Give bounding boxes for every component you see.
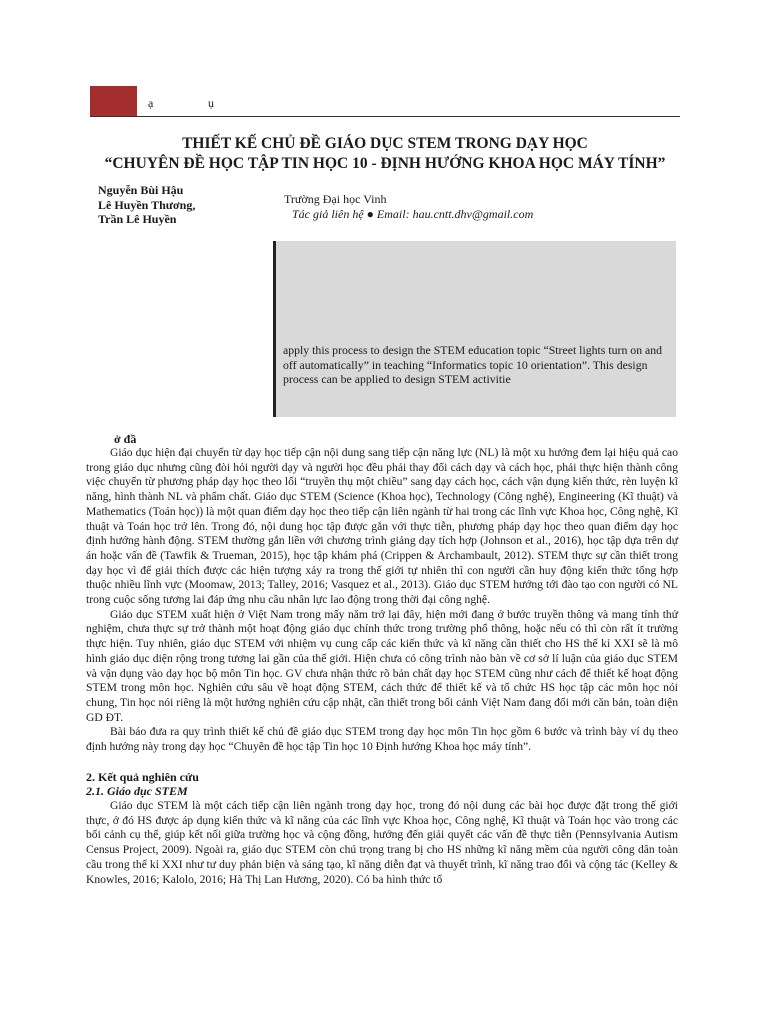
running-header: [90, 86, 680, 117]
paragraph: Bài báo đưa ra quy trình thiết kế chủ đề giáo dục STEM trong dạy học môn Tin học gồm 6 bước và trình bày ví dụ theo định hướng này trong dạy học “Chuyên đề học tập Tin học 10 Định hướng Khoa học máy tính”.: [86, 725, 678, 754]
title-line-1: THIẾT KẾ CHỦ ĐỀ GIÁO DỤC STEM TRONG DẠY HỌC: [182, 135, 588, 152]
header-char-right: ụ: [208, 96, 214, 110]
contact-email: Tác giả liên hệ ● Email: hau.cntt.dhv@gmail.com: [292, 207, 534, 221]
abstract-box: [273, 241, 676, 417]
author-list: [98, 183, 258, 227]
results-body: [86, 799, 678, 887]
paragraph: Giáo dục hiện đại chuyển từ dạy học tiếp cận nội dung sang tiếp cận năng lực (NL) là một xu hướng đem lại hiệu quả cao trong giáo dục nhưng cũng đòi hỏi người dạy và người học đều phải thay đổi cách dạy và cách học, phải thực hiện thành công việc chuyển từ phương pháp dạy học theo lối “truyền thụ một chiều” sang dạy cách học, cách vận dụng kiến thức, rèn luyện kĩ năng, hình thành NL và phẩm chất. Giáo dục STEM (Science (Khoa học), Technology (Công nghệ), Engineering (Kĩ thuật) và Mathematics (Toán học)) là một quan điểm dạy học theo tiếp cận liên ngành từ hai trong các lĩnh vực Khoa học, Công nghệ, Kĩ thuật và Toán học trở lên. Trong đó, nội dung học tập được gắn với thực tiễn, phương pháp dạy học theo quan điểm dạy học định hướng hành động. STEM thường gắn liền với chương trình giảng dạy tích hợp (Johnson et al., 2016), học tập dựa trên dự án hoặc vấn đề (Tawfik & Trueman, 2015), học tập khám phá (Crippen & Archambault, 2012). STEM thực sự cần thiết trong dạy học vì để giải thích được các hiện tượng xảy ra trong thế giới tự nhiên thì con người cần huy động kiến thức tổng hợp thuộc nhiều lĩnh vực (Moomaw, 2013; Talley, 2016; Vasquez et al., 2013). Giáo dục STEM hướng tới đào tạo con người có NL trong cuộc sống tương lai đáp ứng nhu cầu nhân lực lao động trong thời đại công nghệ.: [86, 446, 678, 607]
title-line-2: “CHUYÊN ĐỀ HỌC TẬP TIN HỌC 10 - ĐỊNH HƯỚNG KHOA HỌC MÁY TÍNH”: [104, 155, 666, 172]
intro-body: [86, 446, 678, 755]
header-accent-block: [90, 86, 137, 116]
author-name: Nguyễn Bùi Hậu: [98, 183, 184, 197]
paragraph: Giáo dục STEM là một cách tiếp cận liên ngành trong dạy học, trong đó nội dung các bài học được đặt trong thế giới thực, ở đó HS được áp dụng kiến thức và kĩ năng của các lĩnh vực Khoa học, Công nghệ, Kĩ thuật và Toán học vào trong các bối cảnh cụ thể, giúp kết nối giữa trường học và cộng đồng, hướng đến giải quyết các vấn đề thực tiễn (Pennsylvania Autism Census Project, 2009). Ngoài ra, giáo dục STEM còn chú trọng trang bị cho HS những kĩ năng mềm của người công dân toàn cầu trong thế kỉ XXI như tư duy phản biện và sáng tạo, kĩ năng diễn đạt và thuyết trình, kĩ năng trao đổi và cộng tác (Kelley & Knowles, 2016; Kalolo, 2016; Hà Thị Lan Hương, 2020). Có ba hình thức tổ: [86, 799, 678, 886]
abstract-text: apply this process to design the STEM education topic “Street lights turn on and off automatically” in teaching “Informatics topic 10 orientation”. This design process can be applied to design STEM activitie: [283, 343, 663, 386]
header-char-left: ạ: [148, 96, 154, 110]
intro-heading: ở đầ: [114, 432, 137, 446]
author-name: Trần Lê Huyền: [98, 212, 177, 226]
affiliation: [284, 192, 684, 222]
results-heading: 2. Kết quả nghiên cứu: [86, 770, 199, 784]
author-name: Lê Huyền Thương,: [98, 197, 196, 212]
paragraph: Giáo dục STEM xuất hiện ở Việt Nam trong mấy năm trở lại đây, hiện mới đang ở bước truyền thông và mang tính thử nghiệm, chưa thực sự trở thành một hoạt động giáo dục chính thức trong trường phổ thông, hoặc nếu có thì còn rất ít trường thực hiện. Tuy nhiên, giáo dục STEM với nhiệm vụ cung cấp các kiến thức và kĩ năng cần thiết cho HS thế kỉ XXI sẽ là mô hình giáo dục diện rộng trong tương lai gần của thế giới. Hiện chưa có công trình nào bàn về cơ sở lí luận của giáo dục STEM và vận dụng vào dạy học bộ môn Tin học. GV chưa nhận thức rõ bản chất dạy học STEM cũng như cách để thiết kế hoạt động STEM trong môn học. Nghiên cứu sâu về hoạt động STEM, cách thức để thiết kế và tổ chức HS học tập các môn học nói chung, Tin học nói riêng là một hướng nghiên cứu cập nhật, cần thiết trong bối cảnh Việt Nam đang đổi mới căn bản, toàn diện GD ĐT.: [86, 607, 678, 724]
institution: Trường Đại học Vinh: [284, 192, 387, 206]
subsection-heading: 2.1. Giáo dục STEM: [86, 784, 188, 798]
